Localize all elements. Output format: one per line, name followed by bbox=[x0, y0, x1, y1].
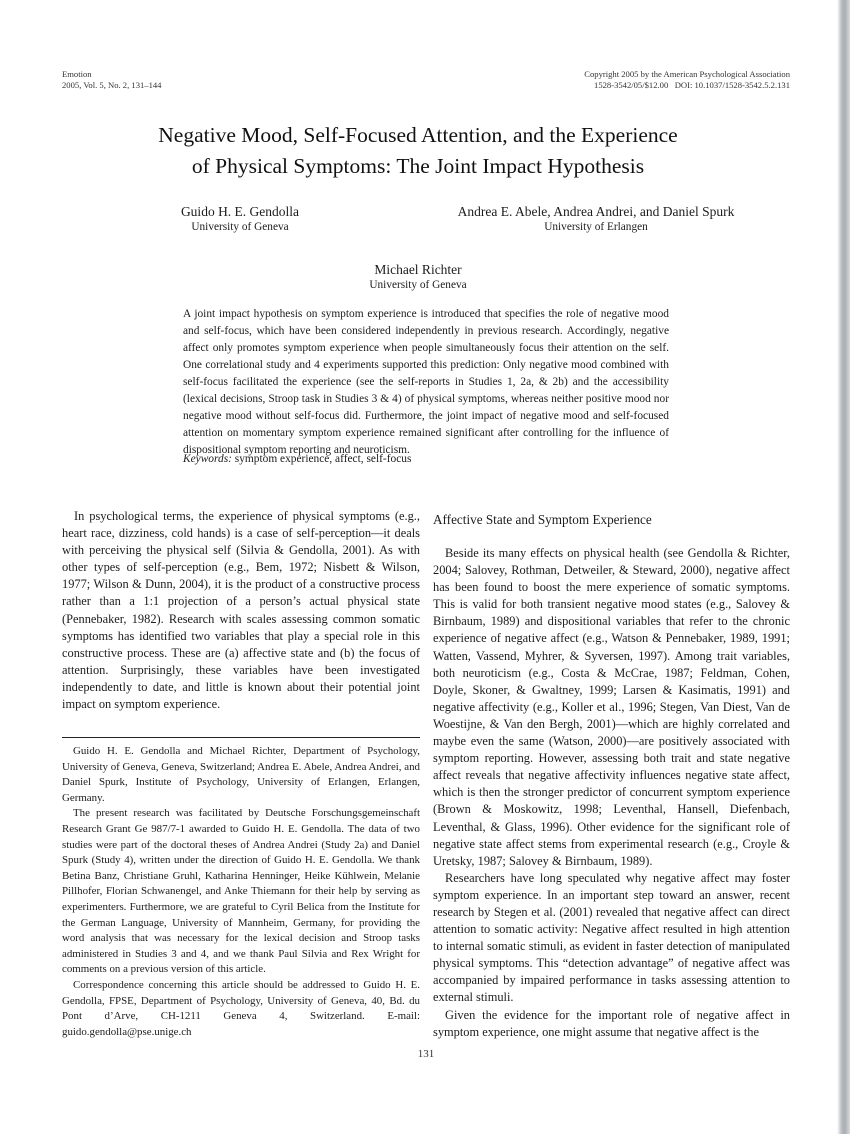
body-paragraph: Given the evidence for the important role of negative affect in symptom experience, one might assume that negative affect is the bbox=[433, 1007, 790, 1039]
author-affiliation: University of Geneva bbox=[191, 221, 289, 233]
author-names: Guido H. E. Gendolla bbox=[180, 204, 300, 219]
journal-issue-line: 2005, Vol. 5, No. 2, 131–144 bbox=[62, 79, 162, 90]
author-names: Michael Richter bbox=[374, 262, 462, 277]
keywords-label: Keywords: bbox=[183, 453, 232, 465]
abstract: A joint impact hypothesis on symptom experience is introduced that specifies the role of negative mood and self-focus, which have been considered independently in previous research. Accordingly, negative affect only promotes symptom experience when people simultaneously focus their attention on the self. One correlational study and 4 experiments supported this prediction: Only negative mood combined with self-focus facilitated the experience (see the self-reports in Studies 1, 2a, & 2b) and the accessibility (lexical decisions, Stroop task in Studies 3 & 4) of physical symptoms, whereas neither positive mood nor negative mood without self-focus did. Furthermore, the joint impact of negative mood and self-focused attention on momentary symptom experience remained significant after controlling for the influence of dispositional symptom reporting and neuroticism. bbox=[183, 308, 669, 456]
author-note-paragraph: Correspondence concerning this article should be addressed to Guido H. E. Gendolla, FPSE, Department of Psychology, University of Geneva, 40, Bd. du Pont d’Arve, CH-1211 Geneva 4, Switzerland. E-mail: guido.gendolla@pse.unige.ch bbox=[62, 978, 420, 1038]
author-group-1 bbox=[62, 204, 418, 234]
author-affiliation: University of Erlangen bbox=[544, 221, 648, 233]
page-number: 131 bbox=[417, 1048, 435, 1060]
author-note bbox=[62, 744, 420, 1040]
section-heading: Affective State and Symptom Experience bbox=[433, 512, 652, 527]
author-note-paragraph: Guido H. E. Gendolla and Michael Richter, Department of Psychology, University of Geneva, Geneva, Switzerland; Andrea E. Abele, Andrea Andrei, and Daniel Spurk, Institute of Psychology, University of Erlangen, Erlangen, Germany. bbox=[62, 745, 420, 804]
author-byline-row bbox=[62, 204, 774, 234]
copyright-block bbox=[584, 69, 790, 90]
author-group-3 bbox=[62, 262, 774, 292]
journal-masthead bbox=[62, 69, 161, 90]
keywords-text: symptom experience, affect, self-focus bbox=[231, 453, 412, 465]
right-column bbox=[433, 508, 790, 1041]
footnote-divider bbox=[62, 737, 420, 738]
body-paragraph: Beside its many effects on physical health (see Gendolla & Richter, 2004; Salovey, Rothman, Detweiler, & Steward, 2000), negative affect has been found to boost the mere experience of somatic symptoms. This is valid for both transient negative mood states (e.g., Salovey & Birnbaum, 1989) and dispositional variables that refer to the chronic experience of negative affect (e.g., Watson & Pennebaker, 1989, 1991; Watten, Vassend, Myhrer, & Syversen, 1997). Among trait variables, both neuroticism (e.g., Costa & McCrae, 1987; Feldman, Cohen, Doyle, Skoner, & Gwaltney, 1999; Larsen & Kasimatis, 1991) and negative affectivity (e.g., Koller et al., 1996; Stegen, Van Diest, Van de Woestijne, & Van den Bergh, 2001)—which are highly correlated and maybe even the same (Watson, 2000)—are positively associated with symptom reporting. However, assessing both trait and state negative affect reveals that negative affectivity influences negative state affect, which is then the stronger predictor of concurrent symptom experience (Brown & Moskowitz, 1998; Leventhal, Hansell, Diefenbach, Leventhal, & Glass, 1996). Other evidence for the significant role of negative state affect stems from experimental research (e.g., Croyle & Uretsky, 1987; Salovey & Birnbaum, 1989). bbox=[433, 546, 790, 868]
body-paragraph: In psychological terms, the experience of physical symptoms (e.g., heart race, dizziness, cold hands) is a case of self-perception—it deals with perceiving the physical self (Silvia & Gendolla, 2001). As with other types of self-perception (e.g., Bem, 1972; Nisbett & Wilson, 1977; Wilson & Dunn, 2004), it is the product of a constructive process rather than a 1:1 projection of a person’s actual physical state (Pennebaker, 1982). Research with scales assessing common somatic symptoms has identified two variables that play a special role in this constructive process. These are (a) affective state and (b) the focus of attention. Surprisingly, these variables have been investigated independently to date, and little is known about their potential joint impact on symptom experience. bbox=[62, 509, 420, 712]
body-paragraph: Researchers have long speculated why negative affect may foster symptom experience. In an important step toward an answer, recent research by Stegen et al. (2001) revealed that negative affect can direct attention to somatic activity: Negative affect resulted in high attention to internal somatic stimuli, as evident in faster detection of manipulated physical symptoms. This “detection advantage” of negative affect was accompanied by impaired performance in tasks assessing attention to external stimuli. bbox=[433, 870, 790, 1005]
author-affiliation: University of Geneva bbox=[369, 279, 467, 291]
journal-name: Emotion bbox=[62, 69, 92, 79]
author-note-paragraph: The present research was facilitated by Deutsche Forschungsgemeinschaft Research Grant Ge 987/7-1 awarded to Guido H. E. Gendolla. The data of two studies were part of the doctoral theses of Andrea Andrei (Study 2a) and Daniel Spurk (Study 4), written under the direction of Guido H. E. Gendolla. We thank Betina Banz, Christiane Gruhl, Katharina Henninger, Heike Kühlwein, Melanie Pillhofer, Florian Schwanengel, and Anke Thiemann for their help by serving as experimenters. Furthermore, we are grateful to Cyril Belica from the Institute for the German Language, University of Mannheim, Germany, for providing the word analysis that was necessary for the lexical decision and Stroop tasks administered in Studies 3 and 4, and we thank Paul Silvia and Rex Wright for comments on a previous version of this article. bbox=[62, 807, 420, 976]
page-edge-shadow bbox=[837, 0, 850, 1134]
issn-doi-line: 1528-3542/05/$12.00 DOI: 10.1037/1528-3542.5.2.131 bbox=[594, 79, 790, 90]
article-title: Negative Mood, Self-Focused Attention, and the Experience of Physical Symptoms: The Joint Impact Hypothesis bbox=[158, 123, 678, 178]
left-column bbox=[62, 508, 420, 713]
copyright-line: Copyright 2005 by the American Psychological Association bbox=[584, 69, 790, 79]
author-names: Andrea E. Abele, Andrea Andrei, and Daniel Spurk bbox=[457, 204, 735, 219]
author-group-2 bbox=[418, 204, 774, 234]
keywords-line bbox=[183, 451, 669, 467]
